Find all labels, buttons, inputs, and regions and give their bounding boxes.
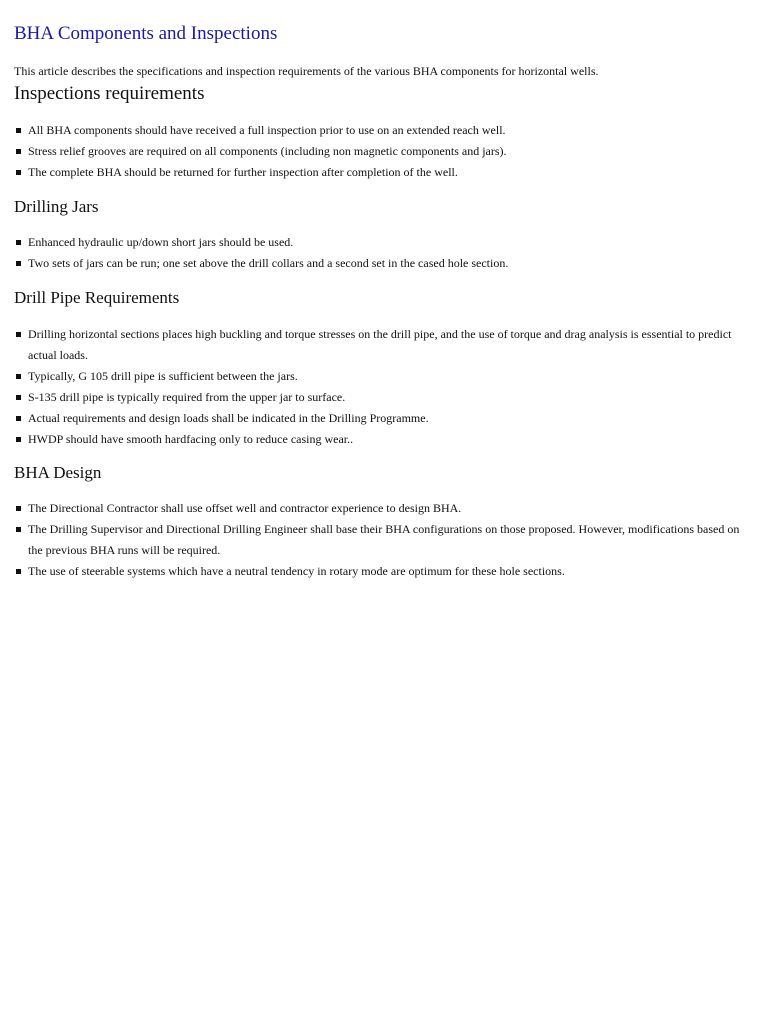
list-item-text: Drilling horizontal sections places high buckling and torque stresses on the drill pipe, and the use of torque and drag analysis is essential to predict actual loads. <box>28 327 732 362</box>
list-item <box>14 232 754 253</box>
list-item <box>14 253 754 274</box>
bha-design-list <box>14 498 754 582</box>
section-heading-drill-pipe: Drill Pipe Requirements <box>14 288 180 307</box>
bullet-icon <box>16 569 21 574</box>
list-item <box>14 387 754 408</box>
section-heading-inspections: Inspections requirements <box>14 83 205 104</box>
list-item <box>14 120 754 141</box>
list-item-text: Enhanced hydraulic up/down short jars should be used. <box>28 235 294 249</box>
page-title: BHA Components and Inspections <box>14 23 278 44</box>
list-item <box>14 519 754 561</box>
list-item <box>14 162 754 183</box>
bullet-icon <box>16 374 21 379</box>
bullet-icon <box>16 261 21 266</box>
section-heading-bha-design: BHA Design <box>14 463 102 482</box>
bullet-icon <box>16 128 21 133</box>
list-item-text: The Drilling Supervisor and Directional Drilling Engineer shall base their BHA configurations on those proposed. However, modifications based on the previous BHA runs will be required. <box>28 522 740 557</box>
bullet-icon <box>16 149 21 154</box>
list-item-text: The Directional Contractor shall use offset well and contractor experience to design BHA. <box>28 501 462 515</box>
list-item-text: All BHA components should have received a full inspection prior to use on an extended reach well. <box>28 123 506 137</box>
drill-pipe-list <box>14 324 754 450</box>
list-item <box>14 561 754 582</box>
intro-paragraph: This article describes the specifications and inspection requirements of the various BHA components for horizontal wells. <box>14 64 599 78</box>
bullet-icon <box>16 395 21 400</box>
drilling-jars-list <box>14 232 754 274</box>
list-item <box>14 141 754 162</box>
list-item <box>14 498 754 519</box>
list-item <box>14 366 754 387</box>
list-item-text: HWDP should have smooth hardfacing only to reduce casing wear.. <box>28 432 354 446</box>
list-item <box>14 429 754 450</box>
list-item-text: The use of steerable systems which have a neutral tendency in rotary mode are optimum for these hole sections. <box>28 564 565 578</box>
bullet-icon <box>16 527 21 532</box>
list-item-text: The complete BHA should be returned for further inspection after completion of the well. <box>28 165 458 179</box>
bullet-icon <box>16 240 21 245</box>
section-heading-drilling-jars: Drilling Jars <box>14 197 99 216</box>
bullet-icon <box>16 170 21 175</box>
list-item-text: Two sets of jars can be run; one set above the drill collars and a second set in the cased hole section. <box>28 256 509 270</box>
bullet-icon <box>16 506 21 511</box>
bullet-icon <box>16 437 21 442</box>
list-item-text: S-135 drill pipe is typically required from the upper jar to surface. <box>28 390 346 404</box>
bullet-icon <box>16 332 21 337</box>
list-item-text: Typically, G 105 drill pipe is sufficient between the jars. <box>28 369 298 383</box>
list-item <box>14 408 754 429</box>
list-item-text: Actual requirements and design loads shall be indicated in the Drilling Programme. <box>28 411 429 425</box>
list-item-text: Stress relief grooves are required on all components (including non magnetic components and jars). <box>28 144 507 158</box>
list-item <box>14 324 754 366</box>
bullet-icon <box>16 416 21 421</box>
inspections-list <box>14 120 754 183</box>
